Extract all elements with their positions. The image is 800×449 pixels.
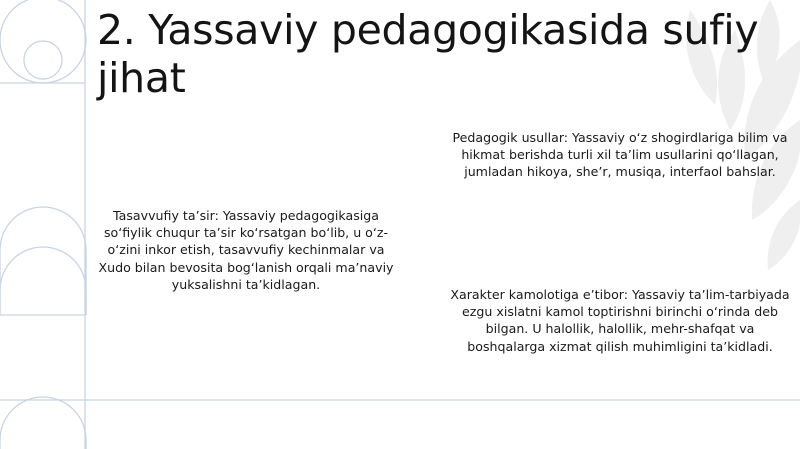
text-block-sufism-influence: Tasavvufiy ta’sir: Yassaviy pedagogikasiga so‘fiylik chuqur ta’sir ko‘rsatgan bo‘lib, u o‘z-o‘zini inkor etish, tasavvufiy kechinmalar va Xudo bilan bevosita bog‘lanish orqali ma’naviy yuksalishni ta’kidlagan. xyxy=(98,208,394,292)
text-block-pedagogical-methods: Pedagogik usullar: Yassaviy o‘z shogirdlariga bilim va hikmat berishda turli xil ta’lim usullarini qo‘llagan, jumladan hikoya, she’r, musiqa, interfaol bahslar. xyxy=(452,130,788,180)
text-block-character-development: Xarakter kamolotiga e’tibor: Yassaviy ta’lim-tarbiyada ezgu xislatni kamol toptirishni birinchi o‘rinda deb bilgan. U halollik, halollik, mehr-shafqat va boshqalarga xizmat qilish muhimligini ta’kidladi. xyxy=(450,287,790,354)
slide-title: 2. Yassaviy pedagogikasida sufiy jihat xyxy=(97,6,759,102)
